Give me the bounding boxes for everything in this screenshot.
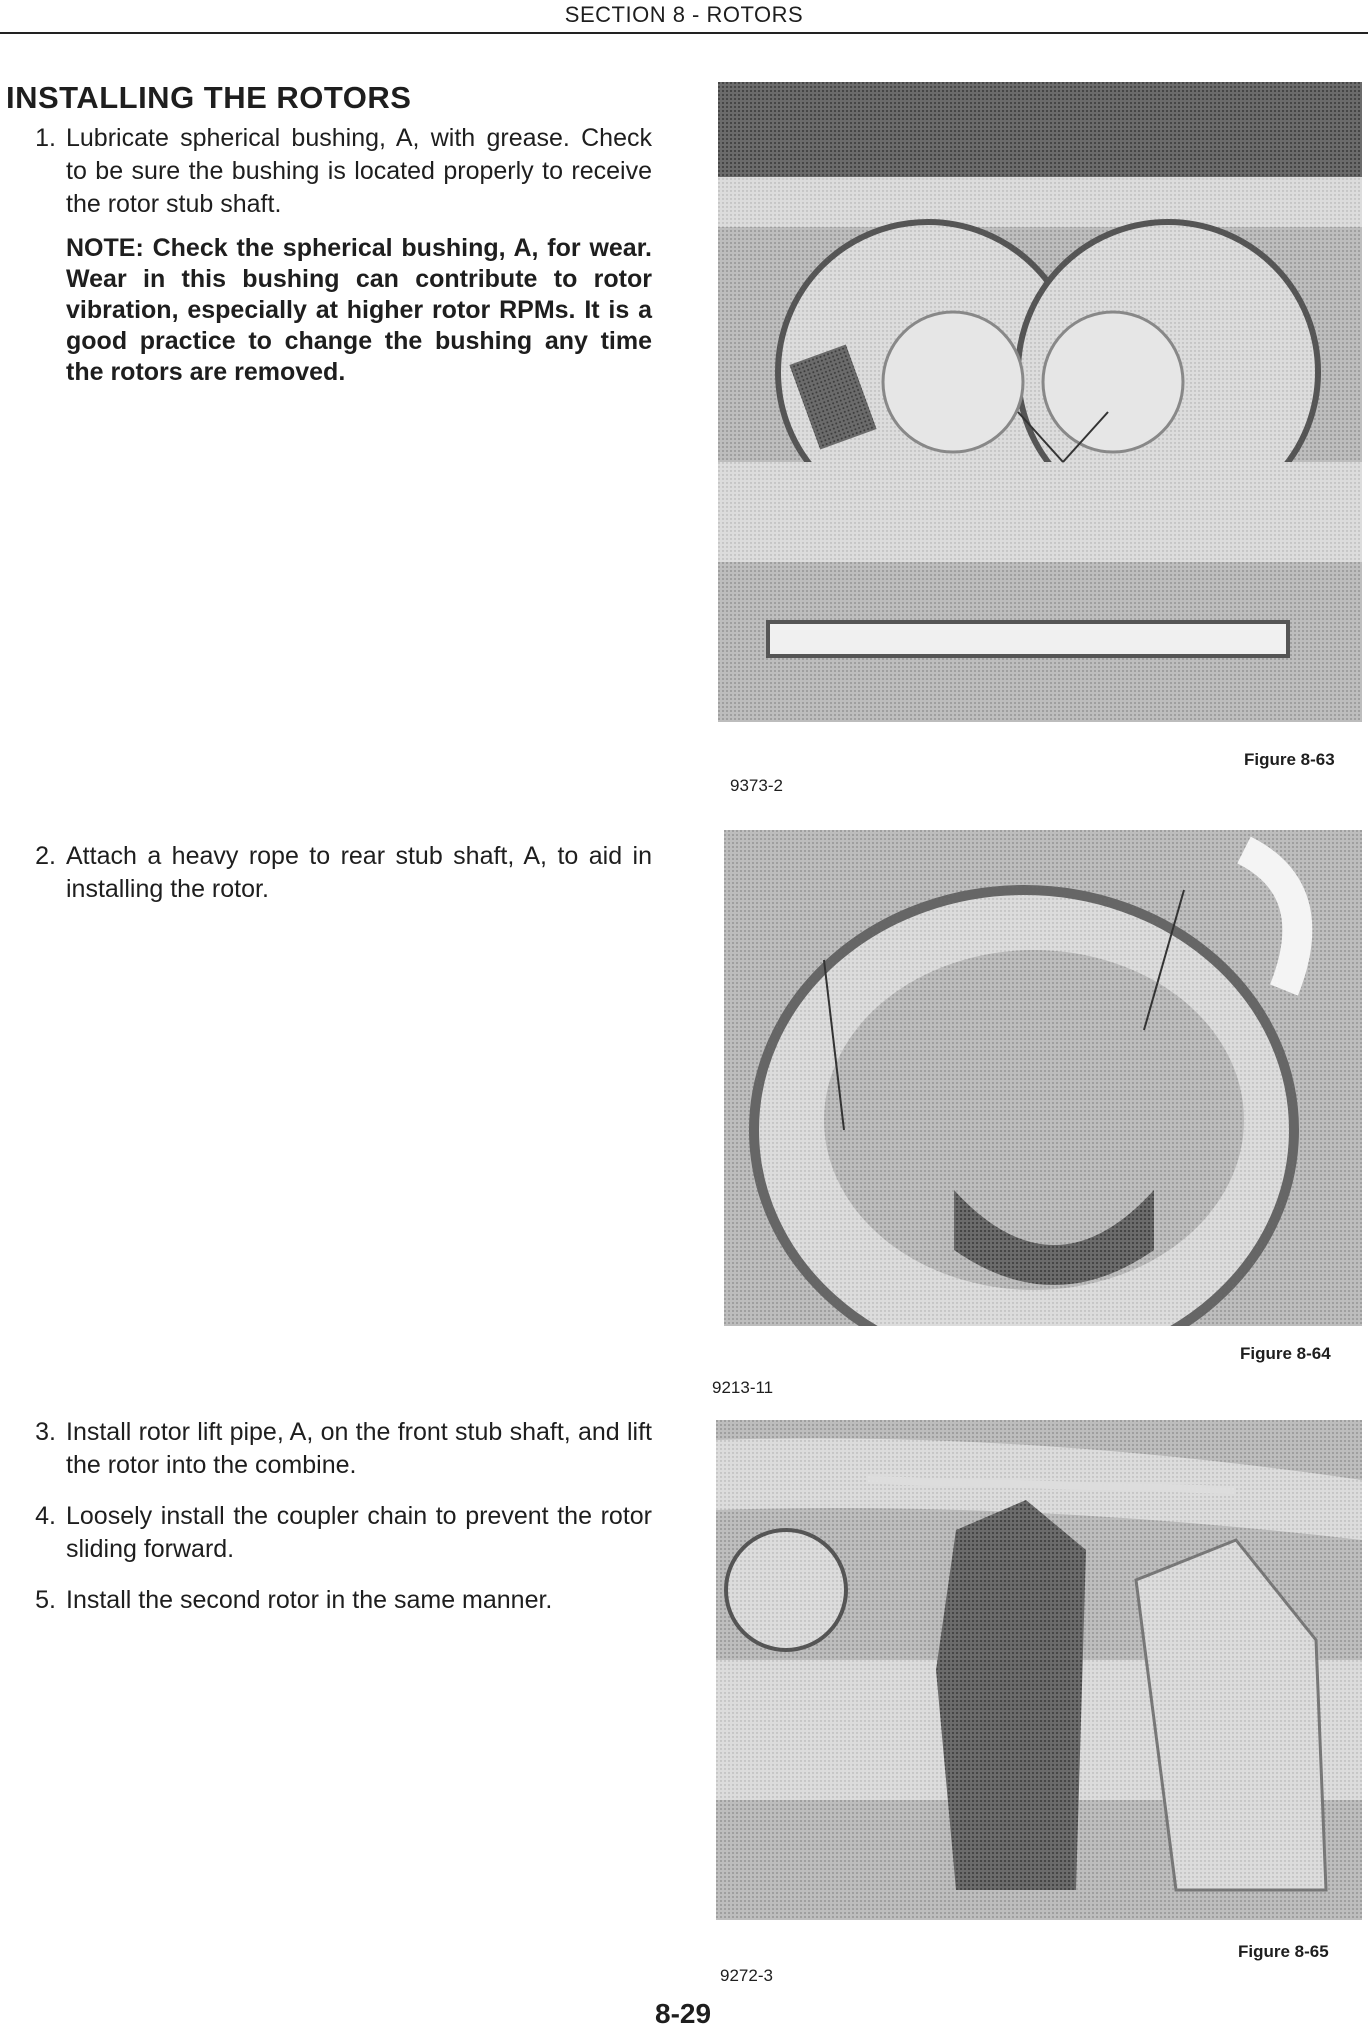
instructions-group-2 [16,840,652,918]
step-text: Install rotor lift pipe, A, on the front stub shaft, and lift the rotor into the combine. [66,1418,652,1479]
step-number: 3. [35,1418,56,1446]
step-text: Install the second rotor in the same manner. [66,1586,553,1614]
step-number: 5. [35,1586,56,1614]
page-number: 8-29 [655,1998,712,2029]
step-text: Loosely install the coupler chain to prevent the rotor sliding forward. [66,1502,652,1563]
step-4 [16,1500,652,1566]
figure-caption: Figure 8-65 [1238,1942,1329,1961]
figure-ref-number: 9213-11 [712,1378,774,1397]
step-number: 4. [35,1502,56,1530]
step-number: 2. [35,842,56,870]
instructions-group-3 [16,1416,652,1629]
figure-photo-rotor-openings [718,82,1362,722]
figure-caption: Figure 8-63 [1244,750,1335,769]
figure-caption: Figure 8-64 [1240,1344,1331,1363]
step-number: 1. [35,124,56,152]
figure-ref-number: 9272-3 [720,1966,773,1985]
section-header: SECTION 8 - ROTORS [564,2,804,27]
step-5 [16,1584,652,1617]
step-3 [16,1416,652,1482]
figure-ref-number: 9373-2 [730,776,783,795]
figure-photo-lifting-rotor [716,1420,1362,1920]
header-rule [0,32,1368,34]
step-text: Lubricate spherical bushing, A, with grease. Check to be sure the bushing is located properly to receive the rotor stub shaft. [66,124,652,218]
instructions-group-1 [16,122,652,388]
section-title: INSTALLING THE ROTORS [6,80,412,115]
step-2 [16,840,652,906]
figure-photo-rear-stub-shaft [724,830,1362,1326]
step-1 [16,122,652,221]
note-text: NOTE: Check the spherical bushing, A, for wear. Wear in this bushing can contribute to rotor vibration, especially at higher rotor RPMs. It is a good practice to change the bushing any time the rotors are removed. [66,234,652,386]
step-text: Attach a heavy rope to rear stub shaft, A, to aid in installing the rotor. [66,842,652,903]
